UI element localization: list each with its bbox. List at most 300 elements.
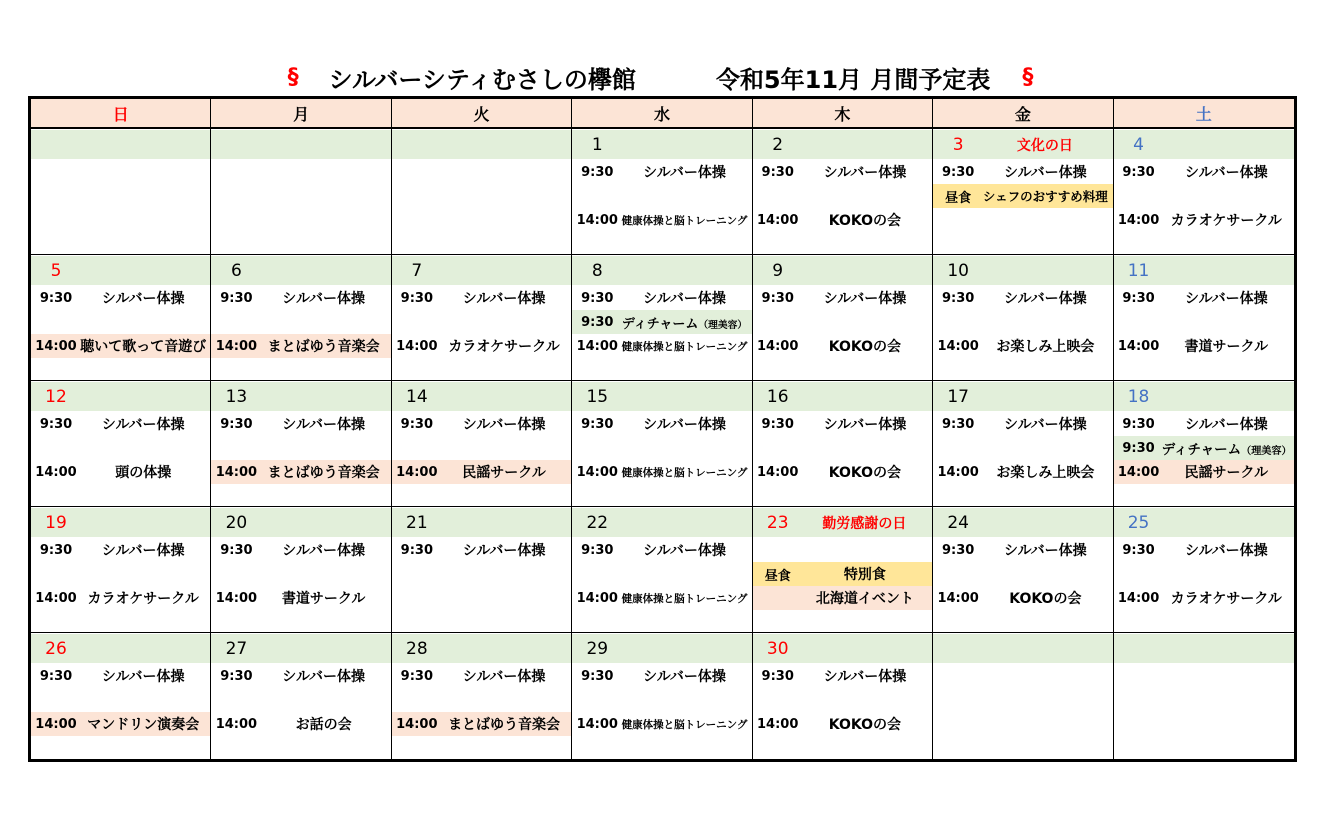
date-number: 27	[225, 638, 248, 659]
date-row	[1114, 508, 1294, 537]
empty-slot	[211, 310, 390, 334]
event-title: お楽しみ上映会	[996, 465, 1095, 481]
event-name	[981, 162, 1112, 182]
event-title: シルバー体操	[462, 417, 546, 433]
date-row	[753, 256, 932, 285]
event-time: 9:30	[220, 416, 253, 432]
event-time: 14:00	[396, 464, 438, 480]
event-name	[79, 540, 210, 560]
day-cell-2	[753, 129, 933, 255]
event-name	[79, 336, 210, 356]
event-name	[1162, 462, 1294, 482]
event-entry	[31, 412, 210, 436]
event-name	[79, 414, 210, 434]
day-cell-17	[933, 381, 1113, 507]
event-name	[440, 414, 571, 434]
day-cell-4	[1114, 129, 1294, 255]
event-entry	[572, 310, 751, 334]
event-title: 健康体操と脳トレーニング	[621, 466, 748, 479]
date-row	[211, 256, 390, 285]
event-name	[801, 714, 932, 734]
event-time: 14:00	[757, 212, 799, 228]
event-time: 9:30	[39, 290, 73, 306]
event-entry	[211, 538, 390, 562]
event-title: 健康体操と脳トレーニング	[621, 718, 748, 731]
event-name	[620, 666, 751, 686]
event-time: 9:30	[220, 668, 253, 684]
event-time: 14:00	[1117, 212, 1160, 228]
event-entry	[933, 538, 1112, 562]
empty-slot	[572, 184, 751, 208]
day-cell-23	[753, 507, 933, 633]
event-name	[259, 540, 390, 560]
day-cell-21	[392, 507, 572, 633]
event-name	[440, 336, 571, 356]
event-list	[392, 537, 571, 610]
event-title: 特別食	[843, 567, 886, 583]
event-time: 14:00	[937, 590, 979, 606]
event-name	[1162, 162, 1294, 182]
monthly-calendar	[28, 96, 1297, 762]
date-number: 15	[586, 386, 609, 407]
event-name	[1162, 588, 1294, 608]
date-row	[31, 256, 210, 285]
empty-slot	[392, 208, 571, 232]
empty-slot	[211, 436, 390, 460]
empty-slot	[31, 436, 210, 460]
event-title: シルバー体操	[643, 291, 726, 307]
event-entry	[211, 664, 390, 688]
event-title: 書道サークル	[281, 591, 366, 607]
event-time: 14:00	[35, 464, 77, 480]
event-time: 14:00	[757, 464, 799, 480]
event-time: 9:30	[1122, 542, 1155, 558]
date-row	[392, 508, 571, 537]
weekday-header-sat: 土	[1114, 99, 1294, 129]
event-name	[440, 666, 571, 686]
event-title: シルバー体操	[643, 417, 726, 433]
empty-slot	[753, 538, 932, 562]
event-list	[753, 537, 932, 610]
event-name	[981, 462, 1112, 482]
event-time: 14:00	[35, 338, 77, 354]
event-list	[933, 537, 1112, 610]
event-time: 14:00	[215, 590, 258, 606]
empty-slot	[1114, 562, 1294, 586]
event-time: 14:00	[396, 338, 438, 354]
day-cell-18	[1114, 381, 1294, 507]
weekday-header-sun: 日	[31, 99, 211, 129]
event-title: シルバー体操	[1184, 165, 1268, 181]
event-entry	[1114, 334, 1294, 358]
event-entry	[392, 712, 571, 736]
date-number: 16	[766, 386, 789, 407]
date-number: 3	[952, 134, 964, 155]
schedule-heading: 令和5年11月 月間予定表	[715, 65, 991, 94]
event-entry	[211, 460, 390, 484]
event-entry	[211, 586, 390, 610]
event-time: 9:30	[941, 542, 975, 558]
day-cell-blank	[933, 633, 1113, 759]
event-title: お楽しみ上映会	[996, 339, 1095, 355]
date-number: 22	[586, 512, 609, 533]
day-cell-28	[392, 633, 572, 759]
date-number: 12	[45, 386, 67, 407]
empty-slot	[31, 208, 210, 232]
event-name	[801, 162, 932, 182]
event-list	[753, 159, 932, 232]
day-cell-12	[31, 381, 211, 507]
event-list	[31, 663, 210, 736]
day-cell-3	[933, 129, 1113, 255]
event-entry	[753, 286, 932, 310]
date-number: 14	[406, 386, 428, 407]
event-title: 聴いて歌って音遊び	[80, 339, 207, 355]
day-cell-20	[211, 507, 391, 633]
event-list	[31, 537, 210, 610]
day-cell-8	[572, 255, 752, 381]
event-entry	[211, 286, 390, 310]
event-name	[79, 462, 210, 482]
date-number: 19	[45, 512, 67, 533]
event-name	[1162, 438, 1294, 458]
section-mark-left: §	[287, 64, 299, 90]
event-entry	[31, 712, 210, 736]
event-list	[933, 159, 1112, 232]
event-title: 民謡サークル	[462, 465, 546, 481]
event-entry	[211, 412, 390, 436]
empty-slot	[933, 712, 1112, 736]
date-number: 24	[947, 512, 969, 533]
event-title: カラオケサークル	[87, 591, 199, 607]
event-name	[801, 414, 932, 434]
event-entry	[31, 334, 210, 358]
event-entry	[572, 712, 751, 736]
date-row	[392, 130, 571, 159]
day-cell-blank	[1114, 633, 1294, 759]
date-row	[933, 634, 1112, 663]
empty-slot	[1114, 688, 1294, 712]
event-name	[620, 465, 751, 480]
empty-slot	[933, 562, 1112, 586]
date-number: 29	[586, 638, 609, 659]
event-name	[801, 336, 932, 356]
day-cell-29	[572, 633, 752, 759]
event-list	[211, 411, 390, 484]
event-time: 9:30	[941, 290, 975, 306]
date-row	[1114, 382, 1294, 411]
event-time: 9:30	[761, 164, 794, 180]
event-list	[392, 663, 571, 736]
event-entry	[31, 664, 210, 688]
event-title: シルバー体操	[1184, 543, 1268, 559]
event-name	[259, 666, 390, 686]
event-title: シルバー体操	[101, 291, 185, 307]
event-title: KOKOの会	[828, 465, 902, 481]
event-title: シルバー体操	[823, 165, 907, 181]
event-entry	[753, 664, 932, 688]
event-time: 14:00	[576, 464, 618, 480]
empty-slot	[572, 688, 751, 712]
date-row	[392, 256, 571, 285]
event-title: シルバー体操	[101, 417, 185, 433]
event-title: シェフのおすすめ料理	[982, 189, 1108, 204]
event-title: カラオケサークル	[448, 339, 560, 355]
event-name	[1162, 336, 1294, 356]
event-entry	[753, 586, 932, 610]
event-entry	[933, 412, 1112, 436]
date-row	[211, 382, 390, 411]
event-name	[981, 336, 1112, 356]
event-time: 14:00	[215, 464, 258, 480]
empty-slot	[1114, 310, 1294, 334]
event-time: 9:30	[941, 416, 975, 432]
date-row	[392, 382, 571, 411]
event-name	[440, 288, 571, 308]
event-title: シルバー体操	[643, 543, 726, 559]
empty-slot	[1114, 664, 1294, 688]
event-name	[981, 288, 1112, 308]
event-entry	[572, 208, 751, 232]
date-row	[753, 634, 932, 663]
day-cell-25	[1114, 507, 1294, 633]
event-list	[1114, 663, 1294, 736]
event-name	[259, 462, 390, 482]
event-list	[211, 285, 390, 358]
day-cell-9	[753, 255, 933, 381]
event-time: 14:00	[576, 716, 618, 732]
section-mark-right: §	[1022, 64, 1034, 90]
event-time: 14:00	[1117, 338, 1160, 354]
event-time: 14:00	[576, 590, 618, 606]
event-entry	[1114, 586, 1294, 610]
empty-slot	[572, 562, 751, 586]
event-time: 9:30	[220, 290, 253, 306]
event-list	[753, 285, 932, 358]
day-cell-13	[211, 381, 391, 507]
event-name	[620, 717, 751, 732]
date-number: 25	[1127, 512, 1150, 533]
event-title: カラオケサークル	[1170, 213, 1282, 229]
event-title: お話の会	[295, 717, 352, 733]
event-time: 14:00	[1117, 464, 1160, 480]
event-name	[620, 162, 751, 182]
event-time: 14:00	[215, 716, 258, 732]
empty-slot	[753, 688, 932, 712]
event-entry	[933, 334, 1112, 358]
event-name	[259, 336, 390, 356]
event-entry	[1114, 160, 1294, 184]
date-row	[211, 130, 390, 159]
event-title: まとばゆう音楽会	[267, 465, 380, 481]
event-entry	[753, 334, 932, 358]
event-name	[620, 213, 751, 228]
day-cell-7	[392, 255, 572, 381]
event-time: 14:00	[937, 338, 979, 354]
event-entry	[753, 412, 932, 436]
event-entry	[753, 208, 932, 232]
event-name	[620, 339, 751, 354]
event-title: シルバー体操	[643, 669, 726, 685]
event-title: シルバー体操	[282, 291, 365, 307]
event-entry	[572, 334, 751, 358]
empty-slot	[1114, 712, 1294, 736]
date-row	[31, 634, 210, 663]
event-entry	[1114, 436, 1294, 460]
weekday-header-fri: 金	[933, 99, 1113, 129]
event-title: 健康体操と脳トレーニング	[621, 214, 748, 227]
event-entry	[392, 538, 571, 562]
day-cell-blank	[31, 129, 211, 255]
event-title: シルバー体操	[823, 417, 907, 433]
event-entry	[572, 460, 751, 484]
date-row	[753, 508, 932, 537]
event-entry	[1114, 460, 1294, 484]
event-time: 昼食	[764, 568, 791, 584]
event-list	[1114, 285, 1294, 358]
event-list	[211, 159, 390, 232]
event-list	[31, 411, 210, 484]
date-row	[1114, 634, 1294, 663]
event-name	[981, 540, 1112, 560]
event-list	[572, 537, 751, 610]
event-entry	[1114, 538, 1294, 562]
holiday-label: 勤労感謝の日	[822, 515, 907, 532]
event-name	[981, 187, 1112, 205]
event-list	[753, 411, 932, 484]
event-title: シルバー体操	[643, 165, 726, 181]
day-cell-11	[1114, 255, 1294, 381]
empty-slot	[211, 562, 390, 586]
empty-slot	[31, 160, 210, 184]
event-time: 9:30	[1122, 290, 1155, 306]
event-time: 14:00	[1117, 590, 1160, 606]
day-cell-blank	[211, 129, 391, 255]
empty-slot	[392, 436, 571, 460]
event-note: （理美容）	[1241, 446, 1292, 457]
event-list	[572, 411, 751, 484]
date-number: 20	[225, 512, 248, 533]
event-title: シルバー体操	[462, 291, 546, 307]
event-name	[259, 288, 390, 308]
event-name	[801, 588, 932, 608]
event-name	[620, 313, 751, 332]
event-time: 14:00	[576, 338, 618, 354]
date-row	[572, 256, 751, 285]
date-row	[1114, 256, 1294, 285]
empty-slot	[933, 208, 1112, 232]
day-cell-6	[211, 255, 391, 381]
event-title: シルバー体操	[101, 669, 185, 685]
event-entry	[31, 586, 210, 610]
event-title: シルバー体操	[282, 543, 365, 559]
date-number: 8	[591, 260, 603, 281]
event-list	[572, 663, 751, 736]
event-name	[440, 714, 571, 734]
event-title: シルバー体操	[1004, 291, 1087, 307]
event-title: シルバー体操	[1004, 165, 1087, 181]
event-entry	[933, 184, 1112, 208]
event-entry	[933, 160, 1112, 184]
event-entry	[572, 412, 751, 436]
event-time: 9:30	[39, 542, 73, 558]
event-time: 9:30	[220, 542, 253, 558]
date-number: 17	[947, 386, 969, 407]
date-number: 5	[50, 260, 62, 281]
empty-slot	[933, 436, 1112, 460]
date-row	[933, 382, 1112, 411]
event-name	[1162, 414, 1294, 434]
event-time: 9:30	[400, 290, 434, 306]
event-title: まとばゆう音楽会	[267, 339, 380, 355]
empty-slot	[392, 310, 571, 334]
event-entry	[933, 586, 1112, 610]
event-list	[753, 663, 932, 736]
event-name	[440, 462, 571, 482]
event-time: 9:30	[581, 164, 614, 180]
event-title: 民謡サークル	[1184, 465, 1269, 481]
empty-slot	[211, 208, 390, 232]
date-row	[933, 508, 1112, 537]
day-cell-14	[392, 381, 572, 507]
event-name	[1162, 540, 1294, 560]
date-row	[572, 130, 751, 159]
day-cell-30	[753, 633, 933, 759]
event-name	[79, 288, 210, 308]
day-cell-5	[31, 255, 211, 381]
event-title: シルバー体操	[462, 669, 546, 685]
empty-slot	[392, 160, 571, 184]
event-list	[933, 285, 1112, 358]
weekday-header-tue: 火	[392, 99, 572, 129]
event-time: 9:30	[581, 668, 614, 684]
event-name	[79, 666, 210, 686]
date-row	[1114, 130, 1294, 159]
event-name	[981, 414, 1112, 434]
event-name	[620, 288, 751, 308]
event-entry	[31, 538, 210, 562]
event-title: シルバー体操	[282, 669, 365, 685]
event-note: （理美容）	[698, 319, 748, 331]
date-number: 1	[591, 134, 603, 155]
date-number: 7	[411, 260, 423, 281]
event-name	[801, 564, 932, 584]
empty-slot	[753, 184, 932, 208]
empty-slot	[31, 184, 210, 208]
date-row	[31, 508, 210, 537]
date-row	[211, 508, 390, 537]
event-list	[933, 663, 1112, 736]
event-entry	[392, 334, 571, 358]
date-number: 28	[406, 638, 428, 659]
date-number: 18	[1127, 386, 1150, 407]
event-entry	[572, 538, 751, 562]
day-cell-24	[933, 507, 1113, 633]
event-list	[392, 285, 571, 358]
event-time: 14:00	[35, 590, 77, 606]
event-time: 9:30	[581, 416, 614, 432]
empty-slot	[933, 664, 1112, 688]
event-title: ディチャーム	[1161, 442, 1242, 458]
event-name	[79, 714, 210, 734]
event-time: 9:30	[761, 668, 794, 684]
page-title	[0, 60, 1321, 94]
event-name	[801, 666, 932, 686]
event-time: 9:30	[941, 164, 975, 180]
date-row	[753, 130, 932, 159]
event-entry	[753, 160, 932, 184]
event-entry	[392, 664, 571, 688]
